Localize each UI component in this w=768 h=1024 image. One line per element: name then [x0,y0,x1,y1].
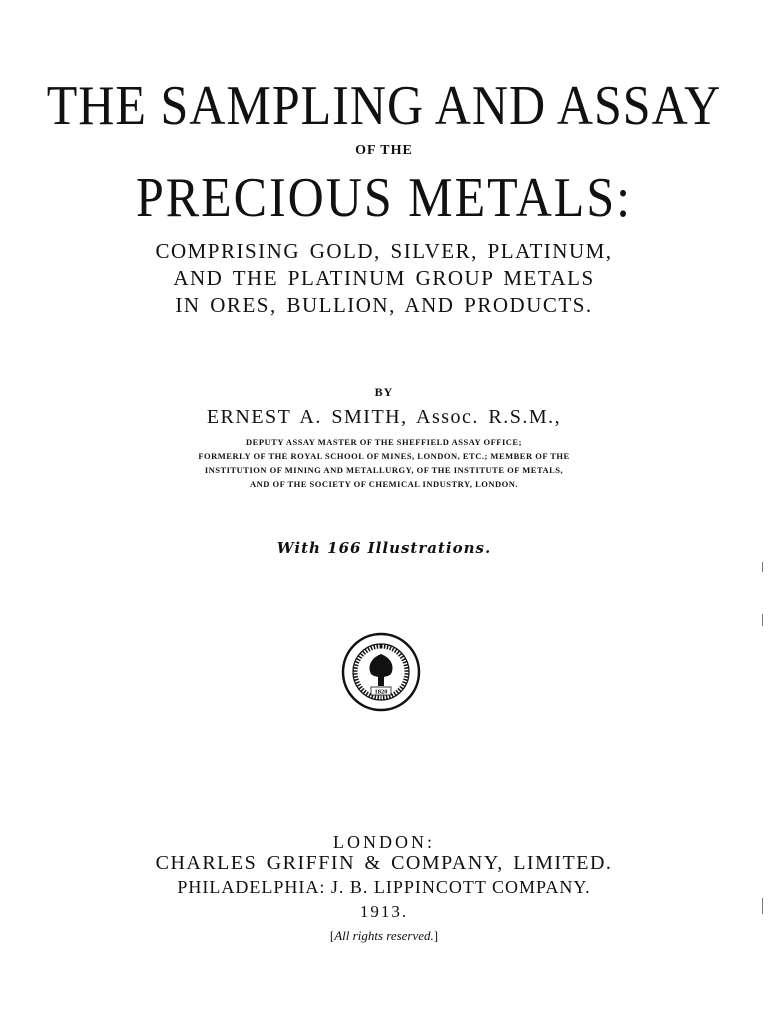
author-credential: INSTITUTION OF MINING AND METALLURGY, OF THE INSTITUTE OF METALS, [204,465,564,475]
subtitle-line2: AND THE PLATINUM GROUP METALS [173,266,595,290]
rights-text: All rights reserved. [334,928,434,943]
author-credential: AND OF THE SOCIETY OF CHEMICAL INDUSTRY, LONDON. [249,479,519,489]
publisher-seal-icon [341,632,421,712]
main-title-line2: PRECIOUS METALS: [135,165,633,229]
subtitle-line1: COMPRISING GOLD, SILVER, PLATINUM, [155,239,613,263]
author-name: ERNEST A. SMITH, Assoc. R.S.M., [206,406,562,428]
illustrations-note: With 166 Illustrations. [276,539,492,557]
title-connector: OF THE [355,143,413,158]
imprint-publisher: CHARLES GRIFFIN & COMPANY, LIMITED. [155,852,613,874]
author-credential: FORMERLY OF THE ROYAL SCHOOL OF MINES, LONDON, ETC.; MEMBER OF THE [198,451,570,461]
rights-notice: [All rights reserved.] [329,928,439,943]
by-label: BY [374,385,394,399]
scan-mark [762,898,763,914]
subtitle-line3: IN ORES, BULLION, AND PRODUCTS. [175,293,593,317]
main-title-line1: THE SAMPLING AND ASSAY [46,73,722,137]
scan-mark [762,614,763,626]
svg-text:1820: 1820 [374,688,388,696]
imprint-year: 1913. [359,902,409,921]
imprint-city: LONDON: [333,832,435,852]
scan-mark [762,562,763,572]
imprint-copublisher: PHILADELPHIA: J. B. LIPPINCOTT COMPANY. [177,877,591,897]
author-credential: DEPUTY ASSAY MASTER OF THE SHEFFIELD ASSAY OFFICE; [246,437,522,447]
